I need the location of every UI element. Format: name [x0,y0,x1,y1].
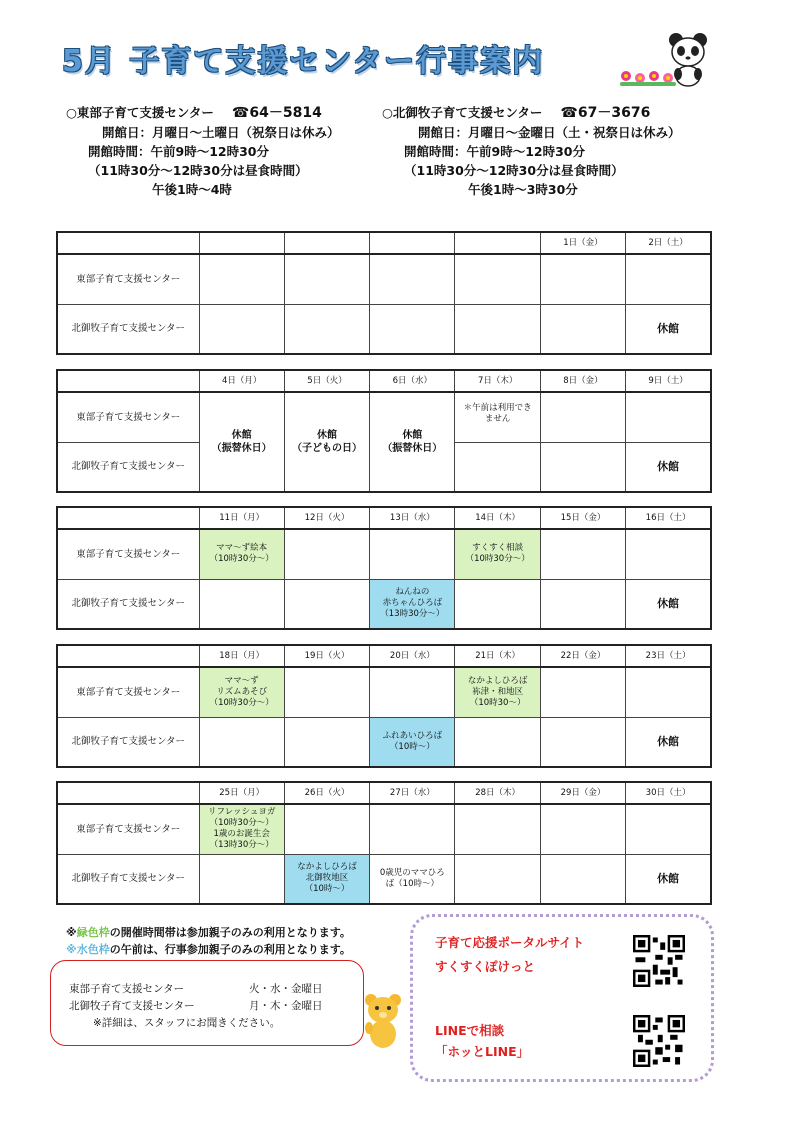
event-cell [540,579,625,629]
event-cell [540,717,625,767]
speech-bubble [50,960,364,1046]
event-cell [284,529,369,579]
qr-code-icon[interactable] [633,1015,685,1067]
day-header: 8日（金） [540,370,625,392]
event-cell [199,717,284,767]
panda-icon [669,33,707,86]
event-cell [199,854,284,904]
note-text: の午前は、行事参加親子のみの利用となります。 [109,943,351,956]
day-header: 7日（木） [455,370,540,392]
event-cell [626,667,711,717]
event-cell-green: すくすく相談 （10時30分～） [455,529,540,579]
event-cell-blue: ねんねの 赤ちゃんひろば （13時30分～） [370,579,455,629]
corner-cell [57,507,199,529]
row-label-east: 東部子育て支援センター [57,254,199,304]
closed-holiday-cell: 休館 （振替休日） [370,392,455,492]
event-cell [540,442,625,492]
event-cell-green: ママ～ず絵本 （10時30分～） [199,529,284,579]
day-header: 23日（土） [626,645,711,667]
event-cell [284,579,369,629]
bubble-center-days: 月・木・金曜日 [249,1000,323,1012]
closed-cell: 休館 [626,442,711,492]
panda-illustration [616,30,712,92]
row-label-east: 東部子育て支援センター [57,667,199,717]
day-header: 18日（月） [199,645,284,667]
event-cell [199,579,284,629]
day-header [370,232,455,254]
note-blue [66,941,351,957]
event-cell [540,304,625,354]
north-hours: 開館時間：午前9時～12時30分 [404,144,585,159]
event-cell [626,392,711,442]
corner-cell [57,645,199,667]
week-4-table [56,644,712,768]
event-cell [540,854,625,904]
bubble-center-days: 火・水・金曜日 [249,983,323,995]
day-header: 15日（金） [540,507,625,529]
page-title: 5月 子育て支援センター行事案内 [62,44,545,79]
closed-holiday-cell: 休館 （振替休日） [199,392,284,492]
day-header [199,232,284,254]
day-header: 6日（水） [370,370,455,392]
day-header: 2日（土） [626,232,711,254]
event-cell [626,529,711,579]
north-center-info [382,103,681,199]
event-cell [540,529,625,579]
closed-cell: 休館 [626,304,711,354]
event-cell [284,804,369,854]
day-header: 20日（水） [370,645,455,667]
note-green-label: 緑色枠 [76,926,110,939]
event-cell [284,717,369,767]
east-open-days: 開館日：月曜日～土曜日（祝祭日は休み） [102,125,340,140]
event-cell: 0歳児のママひろば（10時～） [370,854,455,904]
row-label-north: 北御牧子育て支援センター [57,579,199,629]
week-5-table [56,781,712,905]
event-cell-blue: なかよしひろば 北御牧地区 （10時～） [284,854,369,904]
closed-cell: 休館 [626,579,711,629]
east-center-name: ○東部子育て支援センター [66,105,214,120]
day-header: 4日（月） [199,370,284,392]
event-cell [540,804,625,854]
line-consult-name: 「ホッとLINE」 [435,1044,530,1059]
week-2-table [56,369,712,493]
line-consult-title: LINEで相談 [435,1023,505,1038]
event-cell [284,254,369,304]
day-header: 19日（火） [284,645,369,667]
event-cell [540,667,625,717]
event-cell [284,304,369,354]
day-header: 11日（月） [199,507,284,529]
day-header: 14日（木） [455,507,540,529]
qr-code-icon[interactable] [633,935,685,987]
bubble-note: ※詳細は、スタッフにお聞きください。 [93,1017,281,1029]
day-header: 27日（水） [370,782,455,804]
east-hours: 開館時間：午前9時～12時30分 [88,144,269,159]
east-lunch: （11時30分～12時30分は昼食時間） [88,163,308,178]
event-note-cell: ＊午前は利用できません [455,392,540,442]
event-cell [370,254,455,304]
day-header: 5日（火） [284,370,369,392]
event-cell [455,304,540,354]
north-lunch: （11時30分～12時30分は昼食時間） [404,163,624,178]
week-1-table [56,231,712,355]
row-label-north: 北御牧子育て支援センター [57,304,199,354]
day-header: 13日（水） [370,507,455,529]
east-center-info [66,103,340,199]
closed-cell: 休館 [626,717,711,767]
day-header: 26日（火） [284,782,369,804]
corner-cell [57,370,199,392]
day-header: 30日（土） [626,782,711,804]
east-afternoon: 午後1時～4時 [152,182,232,197]
event-cell-green: なかよしひろば 袮津・和地区 （10時30～） [455,667,540,717]
event-cell [455,579,540,629]
event-cell [455,442,540,492]
bubble-center-name: 東部子育て支援センター [69,983,185,995]
north-center-tel: ☎67－3676 [560,105,651,121]
closed-cell: 休館 [626,854,711,904]
day-header: 21日（木） [455,645,540,667]
bear-icon [360,990,406,1050]
north-open-days: 開館日：月曜日～金曜日（土・祝祭日は休み） [418,125,681,140]
note-text: の開催時間帯は参加親子のみの利用となります。 [109,926,351,939]
week-3-table [56,506,712,630]
day-header: 25日（月） [199,782,284,804]
day-header: 29日（金） [540,782,625,804]
flower-icons [620,71,676,86]
event-cell [370,804,455,854]
day-header: 28日（木） [455,782,540,804]
east-center-tel: ☎64－5814 [231,105,322,121]
day-header: 9日（土） [626,370,711,392]
day-header: 1日（金） [540,232,625,254]
event-cell-green: リフレッシュヨガ （10時30分～） 1歳のお誕生会 （13時30分～） [199,804,284,854]
row-label-east: 東部子育て支援センター [57,392,199,442]
row-label-east: 東部子育て支援センター [57,529,199,579]
bubble-center-name: 北御牧子育て支援センター [69,1000,195,1012]
event-cell [370,529,455,579]
event-cell-green: ママ～ず リズムあそび （10時30分～） [199,667,284,717]
day-header [284,232,369,254]
row-label-north: 北御牧子育て支援センター [57,442,199,492]
event-cell [455,804,540,854]
event-cell [199,254,284,304]
event-cell [455,854,540,904]
event-cell [370,304,455,354]
north-afternoon: 午後1時～3時30分 [468,182,578,197]
row-label-east: 東部子育て支援センター [57,804,199,854]
note-mark: ※ [66,943,77,956]
event-cell [370,667,455,717]
event-cell [199,304,284,354]
event-cell [455,254,540,304]
day-header [455,232,540,254]
day-header: 16日（土） [626,507,711,529]
note-blue-label: 水色枠 [76,943,110,956]
row-label-north: 北御牧子育て支援センター [57,717,199,767]
closed-holiday-cell: 休館 （子どもの日） [284,392,369,492]
north-center-name: ○北御牧子育て支援センター [382,105,543,120]
portal-site-name: すくすくぽけっと [435,959,536,974]
day-header: 12日（火） [284,507,369,529]
portal-box [410,914,714,1082]
row-label-north: 北御牧子育て支援センター [57,854,199,904]
event-cell-blue: ふれあいひろば （10時～） [370,717,455,767]
event-cell [626,254,711,304]
event-cell [284,667,369,717]
event-cell [540,392,625,442]
event-cell [540,254,625,304]
corner-cell [57,782,199,804]
portal-site-title: 子育て応援ポータルサイト [435,935,585,950]
note-mark: ※ [66,926,77,939]
event-cell [626,804,711,854]
day-header: 22日（金） [540,645,625,667]
note-green [66,924,351,940]
corner-cell [57,232,199,254]
event-cell [455,717,540,767]
